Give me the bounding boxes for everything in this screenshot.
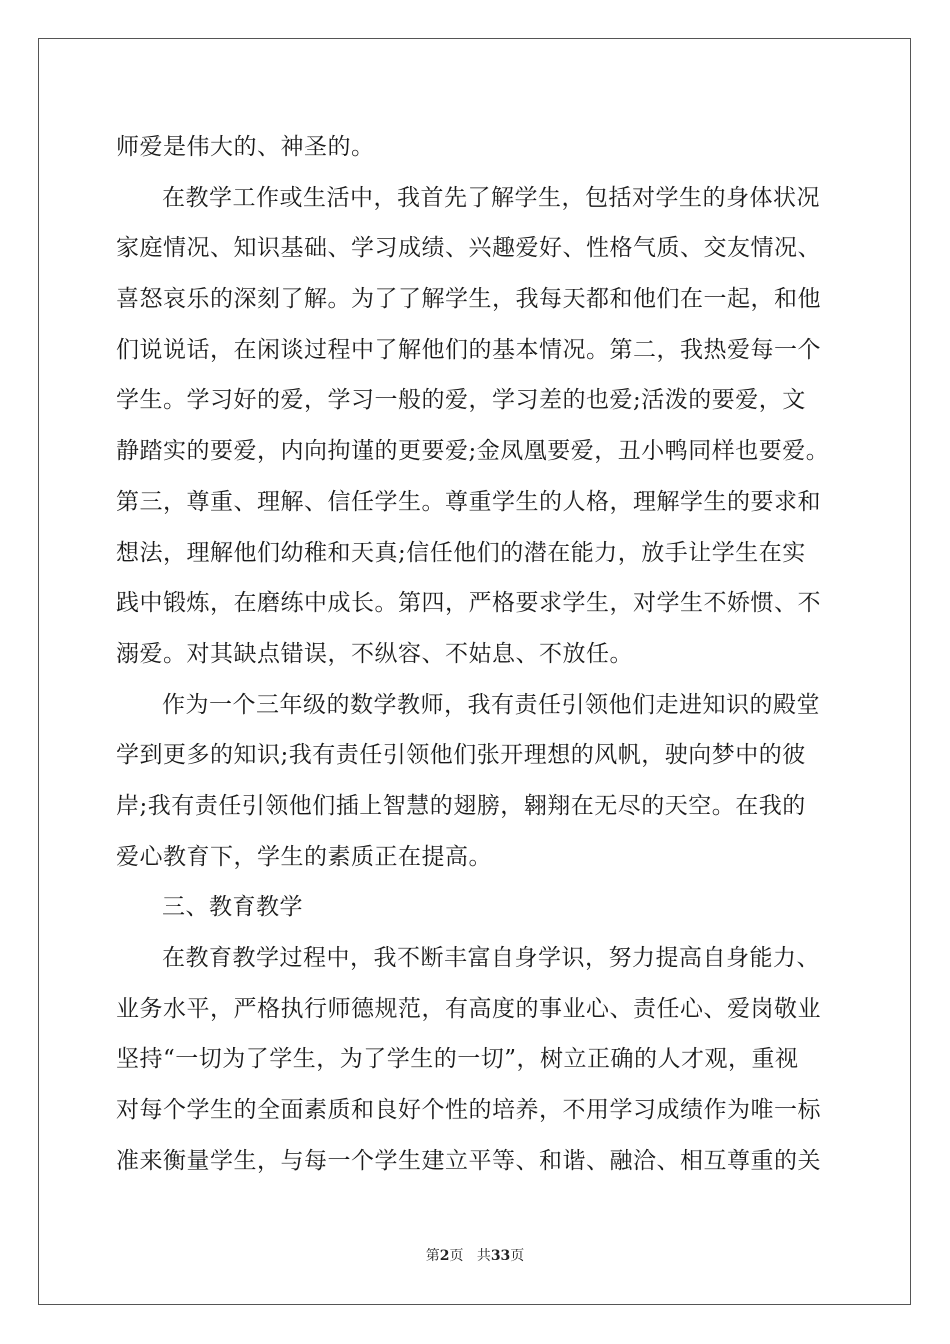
text-line: 践中锻炼，在磨练中成长。第四，严格要求学生，对学生不娇惯、不 [116, 590, 821, 617]
footer-total-prefix: 共 [476, 1248, 491, 1264]
text-line: 作为一个三年级的数学教师，我有责任引领他们走进知识的殿堂 [162, 691, 820, 718]
text-line: 准来衡量学生，与每一个学生建立平等、和谐、融洽、相互尊重的关 [116, 1147, 821, 1174]
text-line: 对每个学生的全面素质和良好个性的培养，不用学习成绩作为唯一标 [116, 1097, 821, 1124]
text-line: 在教学工作或生活中，我首先了解学生，包括对学生的身体状况 [162, 184, 820, 211]
text-line: 想法，理解他们幼稚和天真;信任他们的潜在能力，放手让学生在实 [116, 539, 806, 566]
page-footer [0, 1245, 950, 1265]
text-line: 家庭情况、知识基础、学习成绩、兴趣爱好、性格气质、交友情况、 [116, 235, 821, 262]
text-line: 第三，尊重、理解、信任学生。尊重学生的人格，理解学生的要求和 [116, 488, 821, 515]
text-line: 坚持“一切为了学生，为了学生的一切”，树立正确的人才观，重视 [116, 1046, 799, 1073]
text-line: 喜怒哀乐的深刻了解。为了了解学生，我每天都和他们在一起，和他 [116, 286, 821, 313]
footer-page-number: 2 [439, 1248, 450, 1264]
text-line: 们说说话，在闲谈过程中了解他们的基本情况。第二，我热爱每一个 [116, 336, 821, 363]
text-line: 溺爱。对其缺点错误，不纵容、不姑息、不放任。 [116, 640, 633, 667]
text-line: 在教育教学过程中，我不断丰富自身学识，努力提高自身能力、 [162, 945, 820, 971]
text-line: 学到更多的知识;我有责任引领他们张开理想的风帆，驶向梦中的彼 [116, 742, 806, 769]
footer-total-pages: 33 [490, 1248, 511, 1264]
footer-page-prefix: 第 [425, 1248, 440, 1264]
footer-total-suffix: 页 [510, 1248, 525, 1264]
text-line: 静踏实的要爱，内向拘谨的更要爱;金凤凰要爱，丑小鸭同样也要爱。 [116, 438, 830, 465]
footer-page-suffix: 页 [449, 1248, 464, 1264]
text-line: 三、教育教学 [162, 894, 303, 921]
document-body [116, 122, 836, 1186]
text-line: 爱心教育下，学生的素质正在提高。 [116, 843, 492, 870]
text-line: 岸;我有责任引领他们插上智慧的翅膀，翱翔在无尽的天空。在我的 [116, 792, 806, 819]
text-line: 师爱是伟大的、神圣的。 [116, 134, 375, 160]
text-line: 业务水平，严格执行师德规范，有高度的事业心、责任心、爱岗敬业 [116, 995, 821, 1022]
text-line: 学生。学习好的爱，学习一般的爱，学习差的也爱;活泼的要爱，文 [116, 387, 806, 414]
